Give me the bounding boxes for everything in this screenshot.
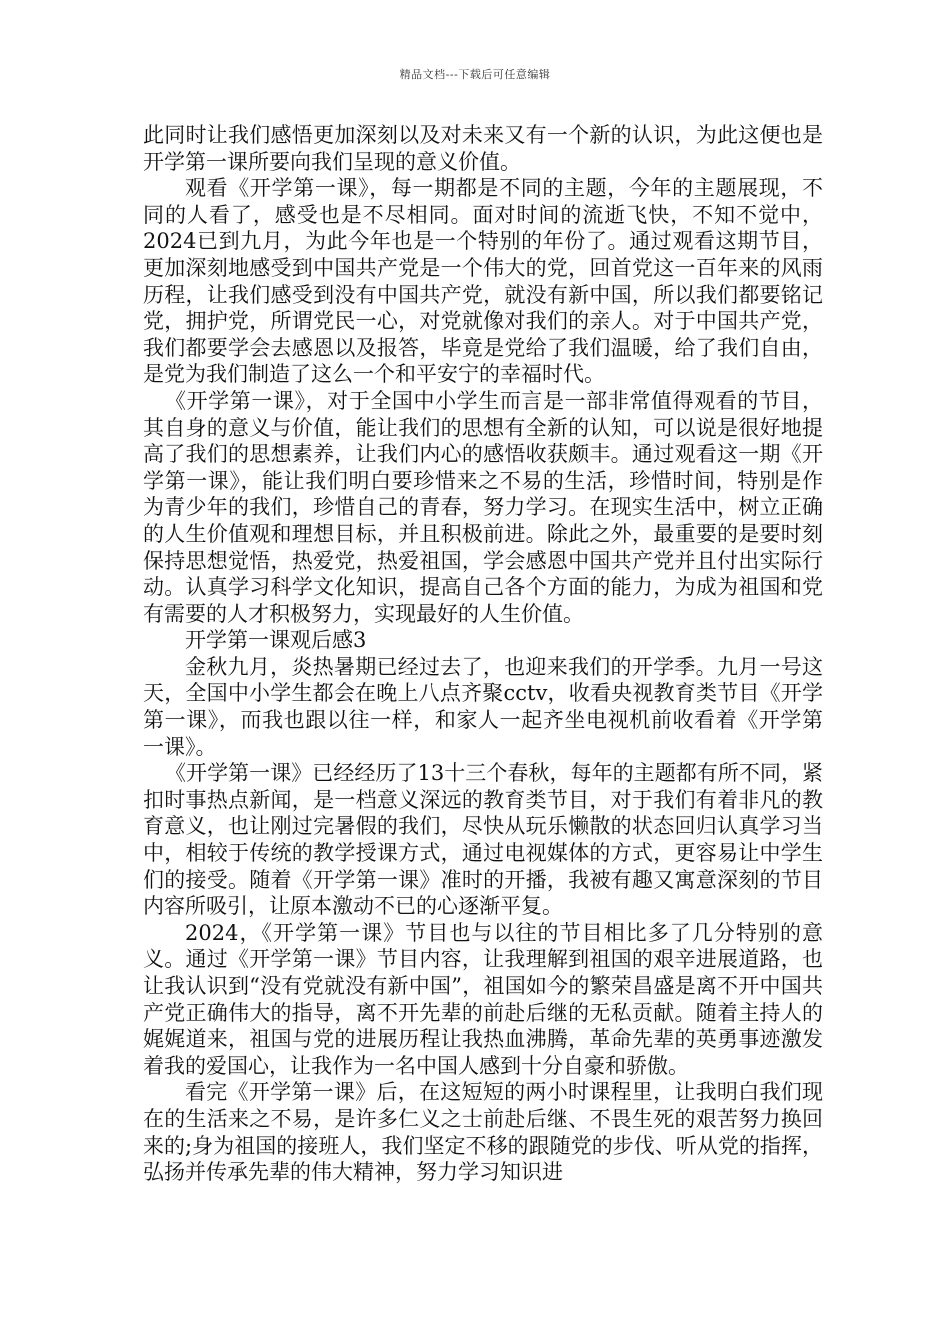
paragraph-7: 看完《开学第一课》后，在这短短的两小时课程里，让我明白我们现在的生活来之不易，是许多仁义之士前赴后继、不畏生死的艰苦努力换回来的;身为祖国的接班人，我们坚定不移的跟随党的步伐、听从党的指挥，弘扬并传承先辈的伟大精神，努力学习知识进	[143, 1080, 823, 1185]
paragraph-6: 2024，《开学第一课》节目也与以往的节目相比多了几分特别的意义。通过《开学第一课》节目内容，让我理解到祖国的艰辛进展道路，也让我认识到“没有党就没有新中国”，祖国如今的繁荣昌盛是离不开中国共产党正确伟大的指导，离不开先辈的前赴后继的无私贡献。随着主持人的娓娓道来，祖国与党的进展历程让我热血沸腾，革命先辈的英勇事迹激发着我的爱国心，让我作为一名中国人感到十分自豪和骄傲。	[143, 920, 823, 1078]
paragraph-5: 《开学第一课》已经经历了13十三个春秋，每年的主题都有所不同，紧扣时事热点新闻，是一档意义深远的教育类节目，对于我们有着非凡的教育意义，也让刚过完暑假的我们，尽快从玩乐懒散的状态回归认真学习当中，相较于传统的教学授课方式，通过电视媒体的方式，更容易让中学生们的接受。随着《开学第一课》准时的开播，我被有趣又寓意深刻的节目内容所吸引，让原本激动不已的心逐渐平复。	[143, 761, 823, 919]
paragraph-1: 此同时让我们感悟更加深刻以及对未来又有一个新的认识，为此这便也是开学第一课所要向我们呈现的意义价值。	[143, 123, 823, 174]
document-body	[143, 122, 823, 1186]
paragraph-3: 《开学第一课》，对于全国中小学生而言是一部非常值得观看的节目，其自身的意义与价值，能让我们的思想有全新的认知，可以说是很好地提高了我们的思想素养，让我们内心的感悟收获颇丰。通过观看这一期《开学第一课》，能让我们明白要珍惜来之不易的生活，珍惜时间，特别是作为青少年的我们，珍惜自己的青春，努力学习。在现实生活中，树立正确的人生价值观和理想目标，并且积极前进。除此之外，最重要的是要时刻保持思想觉悟，热爱党，热爱祖国，学会感恩中国共产党并且付出实际行动。认真学习科学文化知识，提高自己各个方面的能力，为成为祖国和党有需要的人才积极努力，实现最好的人生价值。	[143, 388, 823, 626]
page-header: 精品文档---下载后可任意编辑	[399, 68, 551, 81]
paragraph-2: 观看《开学第一课》，每一期都是不同的主题，今年的主题展现，不同的人看了，感受也是不尽相同。面对时间的流逝飞快，不知不觉中，2024已到九月，为此今年也是一个特别的年份了。通过观看这期节目，更加深刻地感受到中国共产党是一个伟大的党，回首党这一百年来的风雨历程，让我们感受到没有中国共产党，就没有新中国，所以我们都要铭记党，拥护党，所谓党民一心，对党就像对我们的亲人。对于中国共产党，我们都要学会去感恩以及报答，毕竟是党给了我们温暖，给了我们自由，是党为我们制造了这么一个和平安宁的幸福时代。	[143, 176, 823, 387]
paragraph-4: 金秋九月，炎热暑期已经过去了，也迎来我们的开学季。九月一号这天，全国中小学生都会在晚上八点齐聚cctv，收看央视教育类节目《开学第一课》，而我也跟以往一样，和家人一起齐坐电视机前收看着《开学第一课》。	[143, 654, 823, 759]
section-heading: 开学第一课观后感3	[185, 628, 367, 653]
